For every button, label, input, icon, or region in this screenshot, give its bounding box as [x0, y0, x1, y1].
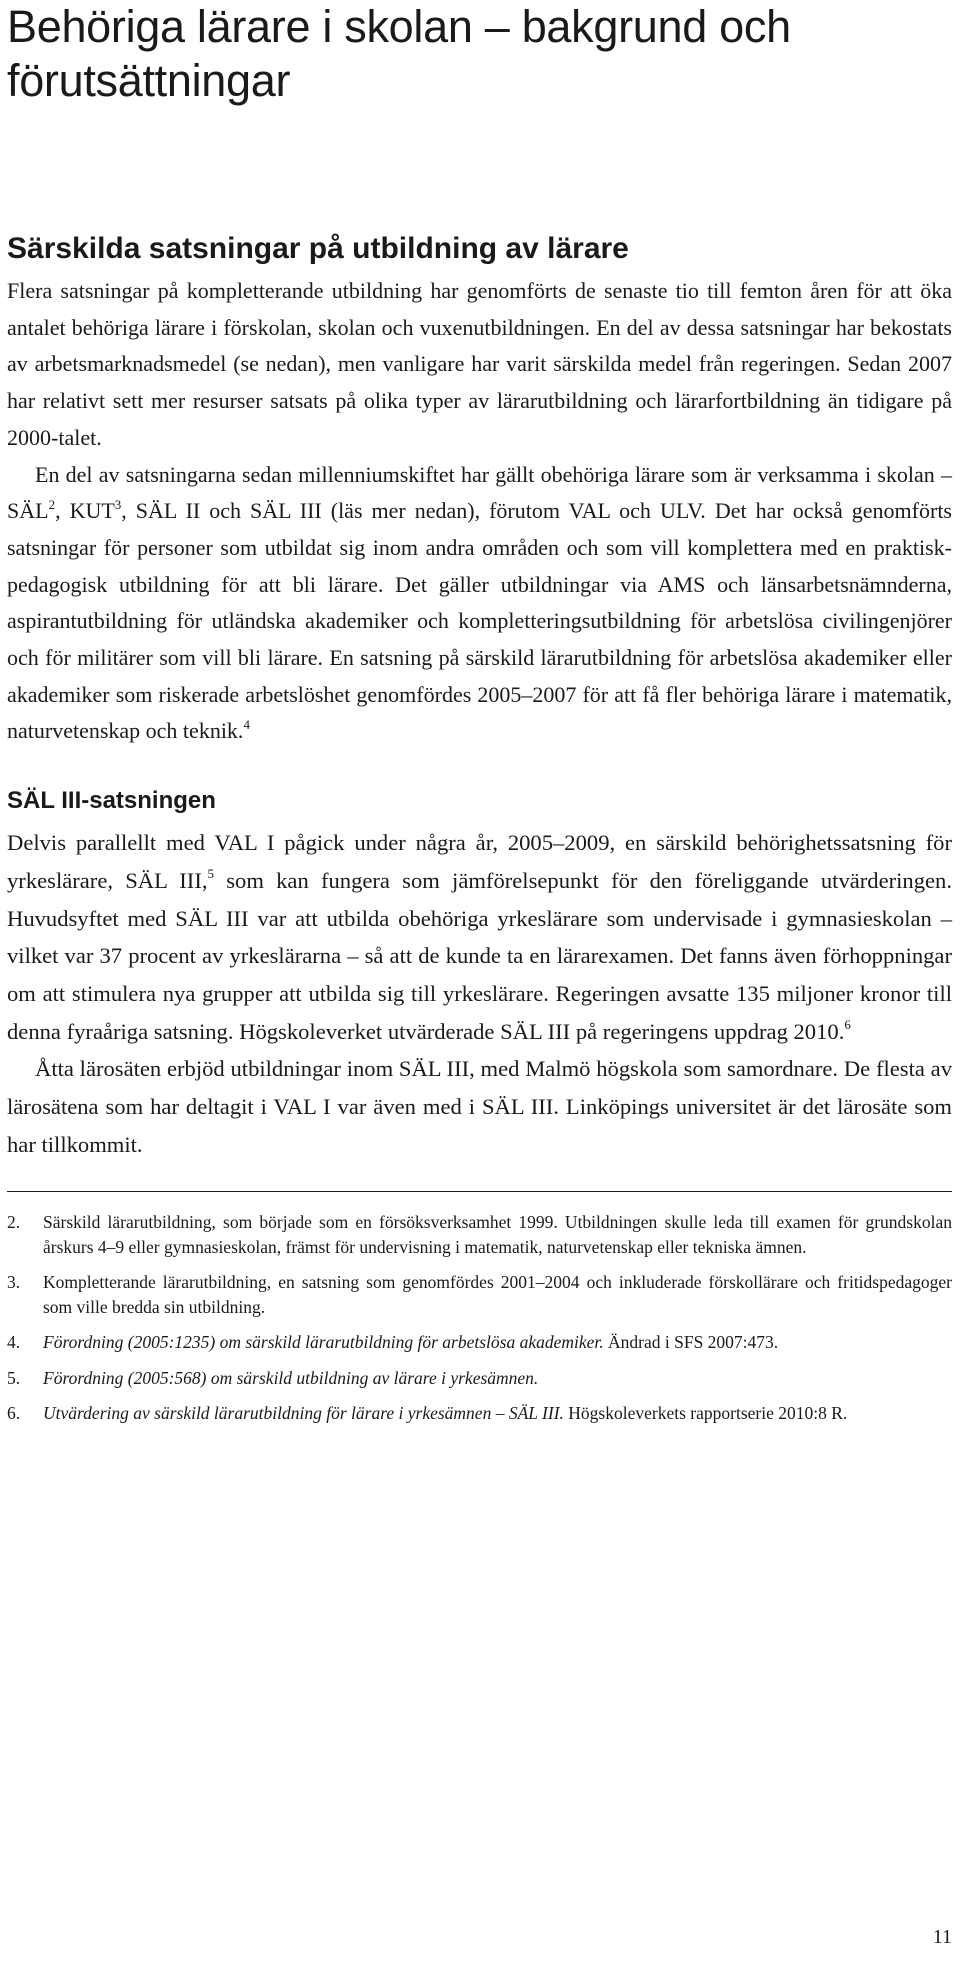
footnote-number: 6. — [7, 1403, 21, 1424]
subsection-body — [7, 824, 952, 1163]
chapter-title-line-1: Behöriga lärare i skolan – bakgrund och — [7, 1, 791, 52]
footnote-item — [7, 1366, 952, 1391]
footnote-text — [43, 1210, 952, 1259]
footnote-ref-3[interactable]: 3 — [114, 496, 122, 512]
subsection-paragraph-2: Åtta lärosäten erbjöd utbildningar inom SÄL III, med Malmö högskola som samordnare. De flesta av lärosätena som har deltagit i VAL I var även med i SÄL III. Linköpings universitet är det lärosäte som har tillkommit. — [7, 1056, 952, 1157]
footnote-ref-2[interactable]: 2 — [48, 496, 56, 512]
subsection-paragraph-1 — [7, 824, 952, 1050]
footnote-italic: Utvärdering av särskild lärarutbildning för lärare i yrkesämnen – SÄL III. — [43, 1403, 564, 1424]
paragraph-text: , KUT — [55, 498, 115, 524]
footnote-text — [43, 1401, 952, 1426]
footnote-text — [43, 1330, 952, 1355]
document-page — [7, 0, 952, 1437]
paragraph-text: som kan fungera som jämförelsepunkt för den föreliggande utvärderingen. Huvudsyftet med SÄL III var att utbilda obehöriga yrkeslärare som undervisade i gymnasieskolan – vilket var 37 procent av yrkeslärarna – så att de kunde ta en lärarexamen. Det fanns även förhoppningar om att stimulera nya grupper att utbilda sig till yrkeslärare. Regeringen avsatte 135 miljoner kronor till denna fyraåriga satsning. Högskoleverket utvärderade SÄL III på regeringens uppdrag 2010. — [7, 867, 953, 1044]
section-body — [7, 273, 952, 750]
footnote-item — [7, 1270, 952, 1319]
footnote-italic: Förordning (2005:1235) om särskild lärarutbildning för arbetslösa akademiker. — [43, 1332, 604, 1353]
subsection-heading: SÄL III-satsningen — [7, 787, 216, 815]
paragraph-text: En del av satsningarna sedan millenniumskiftet har gällt obehöriga lärare som är verksamma i skolan – SÄL — [7, 461, 952, 524]
chapter-title-line-2: förutsättningar — [7, 55, 291, 106]
footnote-number: 5. — [7, 1367, 21, 1388]
footnote-text — [43, 1270, 952, 1319]
chapter-title — [7, 0, 952, 108]
footnote-item — [7, 1210, 952, 1259]
section-heading: Särskilda satsningar på utbildning av lärare — [7, 232, 629, 265]
footnote-item — [7, 1330, 952, 1355]
footnote-number: 3. — [7, 1272, 21, 1293]
footnote-number: 2. — [7, 1212, 21, 1233]
footnote-plain: Särskild lärarutbildning, som började som en försöksverksamhet 1999. Utbildningen skulle leda till examen för grundskolan årskurs 4–9 eller gymnasieskolan, främst för undervisning i matematik, naturvetenskap eller tekniska ämnen. — [43, 1212, 952, 1257]
paragraph-text: Delvis parallellt med VAL I pågick under några år, 2005–2009, en särskild behörighetssatsning för yrkeslärare, SÄL III, — [7, 830, 952, 893]
footnote-ref-4[interactable]: 4 — [243, 716, 250, 732]
footnote-number: 4. — [7, 1332, 21, 1353]
paragraph-text: , SÄL II och SÄL III (läs mer nedan), förutom VAL och ULV. Det har också genomförts satsningar för personer som utbildat sig inom andra områden och som vill komplettera med en praktisk-pedagogisk utbildning för att bli lärare. Det gäller utbildningar via AMS och länsarbetsnämnderna, aspirantutbildning för utländska akademiker och kompletteringsutbildning för arbetslösa civilingenjörer och för militärer som vill bli lärare. En satsning på särskild lärarutbildning för arbetslösa akademiker eller akademiker som riskerade arbetslöshet genomfördes 2005–2007 för att få fler behöriga lärare i matematik, naturvetenskap och teknik. — [7, 498, 952, 744]
footnote-italic: Förordning (2005:568) om särskild utbildning av lärare i yrkesämnen. — [43, 1367, 539, 1388]
footnote-ref-5[interactable]: 5 — [207, 866, 215, 882]
footnotes — [7, 1210, 952, 1426]
footnote-plain: Ändrad i SFS 2007:473. — [603, 1332, 779, 1353]
footnote-divider — [7, 1191, 952, 1192]
footnote-text — [43, 1366, 952, 1391]
footnote-ref-6[interactable]: 6 — [844, 1016, 851, 1032]
footnote-plain: Kompletterande lärarutbildning, en satsning som genomfördes 2001–2004 och inkluderade förskollärare och fritidspedagoger som ville bredda sin utbildning. — [43, 1272, 952, 1317]
section-paragraph-2 — [7, 457, 952, 751]
page-number: 11 — [932, 1926, 952, 1948]
footnote-item — [7, 1401, 952, 1426]
section-paragraph-1: Flera satsningar på kompletterande utbildning har genomförts de senaste tio till femton åren för att öka antalet behöriga lärare i förskolan, skolan och vuxenutbildningen. En del av dessa satsningar har bekostats av arbetsmarknadsmedel (se nedan), men vanligare har varit särskilda medel från regeringen. Sedan 2007 har relativt sett mer resurser satsats på olika typer av lärarutbildning och lärarfortbildning än tidigare på 2000-talet. — [7, 278, 952, 450]
footnote-plain: Högskoleverkets rapportserie 2010:8 R. — [563, 1403, 848, 1424]
